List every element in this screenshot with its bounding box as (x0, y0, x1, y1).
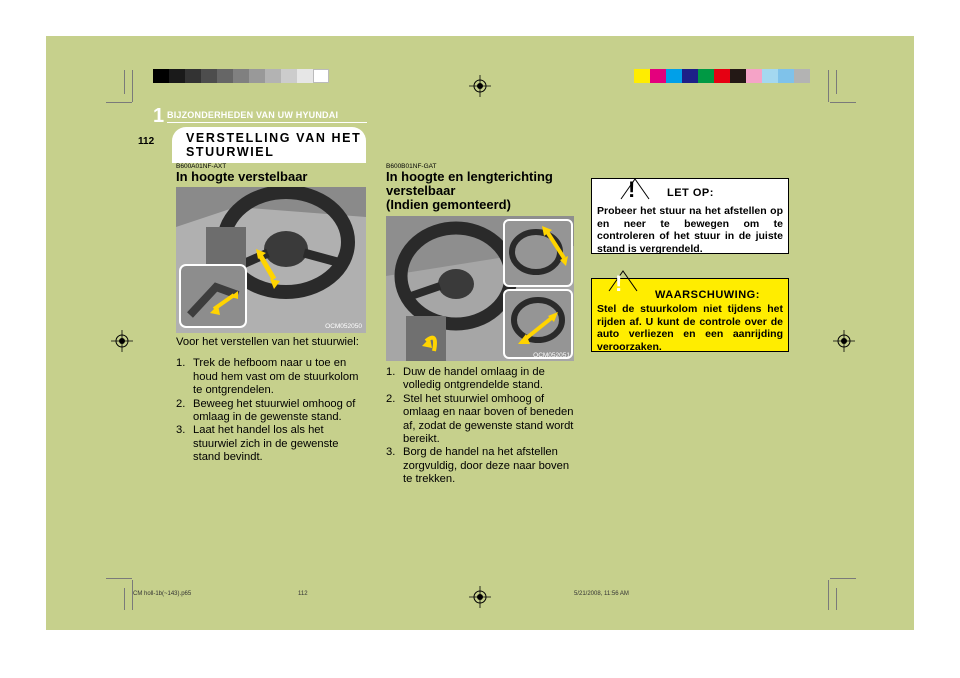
column-2-heading-1: In hoogte en lengterichting (386, 169, 553, 184)
warning-title: WAARSCHUWING: (655, 289, 760, 301)
warning-box (591, 271, 789, 353)
registration-mark-right-icon (833, 330, 855, 352)
page-number: 112 (138, 136, 155, 147)
column-1-intro: Voor het verstellen van het stuurwiel: (176, 336, 359, 348)
photo-height-adjust-code: OCM052050 (325, 323, 362, 330)
crop-mark-br-v (828, 580, 829, 610)
photo-height-adjust (176, 187, 366, 333)
column-1-heading: In hoogte verstelbaar (176, 169, 308, 184)
warning-triangle-icon (605, 269, 641, 293)
column-1-code: B600A01NF-AXT (176, 163, 227, 170)
column-1-step: 3. Laat het handel los als het stuurwiel zich in de gewenste stand bevindt. (176, 424, 339, 464)
column-2-step: 1. Duw de handel omlaag in de volledig ontgrendelde stand. (386, 366, 545, 392)
photo-height-length-adjust-code: OCM052051 (533, 352, 570, 359)
column-2-step: 3. Borg de handel na het afstellen zorgvuldig, door deze naar boven te trekken. (386, 446, 570, 486)
crop-mark-tr-h (830, 102, 856, 103)
column-1-step: 2. Beweeg het stuurwiel omhoog of omlaag in de gewenste stand. (176, 397, 356, 424)
caution-title: LET OP: (667, 187, 714, 199)
column-2 (386, 163, 576, 212)
section-title: VERSTELLING VAN HET STUURWIEL (186, 131, 362, 159)
caution-exclamation: ! (628, 177, 636, 202)
crop-mark-tl-v (132, 70, 133, 102)
crop-mark-br-h (830, 578, 856, 579)
caution-text: Probeer het stuur na het afstellen op en neer te bewegen om te controleren of het stuur in de juiste stand is vergrendeld. (597, 205, 783, 255)
column-2-steps (386, 366, 576, 487)
cmyk-color-bar (634, 69, 810, 83)
crop-mark-bl-v2 (124, 588, 125, 610)
grayscale-color-bar (153, 69, 329, 83)
registration-mark-left-icon (111, 330, 133, 352)
footer-file: CM holl-1b(~143).p65 (133, 591, 192, 597)
crop-mark-tr-v (828, 70, 829, 102)
photo-height-length-adjust (386, 216, 574, 361)
column-1-step: 1. Trek de hefboom naar u toe en houd hem vast om de stuurkolom te ontgrendelen. (176, 357, 359, 397)
registration-mark-bottom-icon (469, 586, 491, 608)
chapter-number: 1 (153, 105, 165, 127)
chapter-title: BIJZONDERHEDEN VAN UW HYUNDAI (167, 110, 339, 120)
column-2-heading-3: (Indien gemonteerd) (386, 197, 511, 212)
column-2-step: 2. Stel het stuurwiel omhoog of omlaag en naar boven of beneden af, zodat de gewenste stand wordt bereikt. (386, 392, 574, 446)
crop-mark-tl-v2 (124, 70, 125, 94)
column-2-heading-2: verstelbaar (386, 183, 456, 198)
column-1-body (176, 336, 366, 465)
crop-mark-tl-h (106, 102, 132, 103)
crop-mark-br-v2 (836, 588, 837, 610)
footer-page: 112 (298, 591, 308, 597)
column-1 (176, 163, 366, 184)
chapter-rule (167, 122, 367, 123)
warning-exclamation: ! (615, 271, 623, 296)
footer-date: 5/21/2008, 11:56 AM (574, 591, 629, 597)
registration-mark-top-icon (469, 75, 491, 97)
warning-text: Stel de stuurkolom niet tijdens het rijden af. U kunt de controle over de auto verliezen en een aanrijding veroorzaken. (597, 303, 783, 353)
crop-mark-tr-v2 (836, 70, 837, 94)
caution-box (591, 178, 789, 254)
column-2-code: B600B01NF-GAT (386, 163, 437, 170)
column-1-steps (176, 357, 366, 464)
column-2-body (386, 366, 576, 487)
crop-mark-bl-h (106, 578, 132, 579)
